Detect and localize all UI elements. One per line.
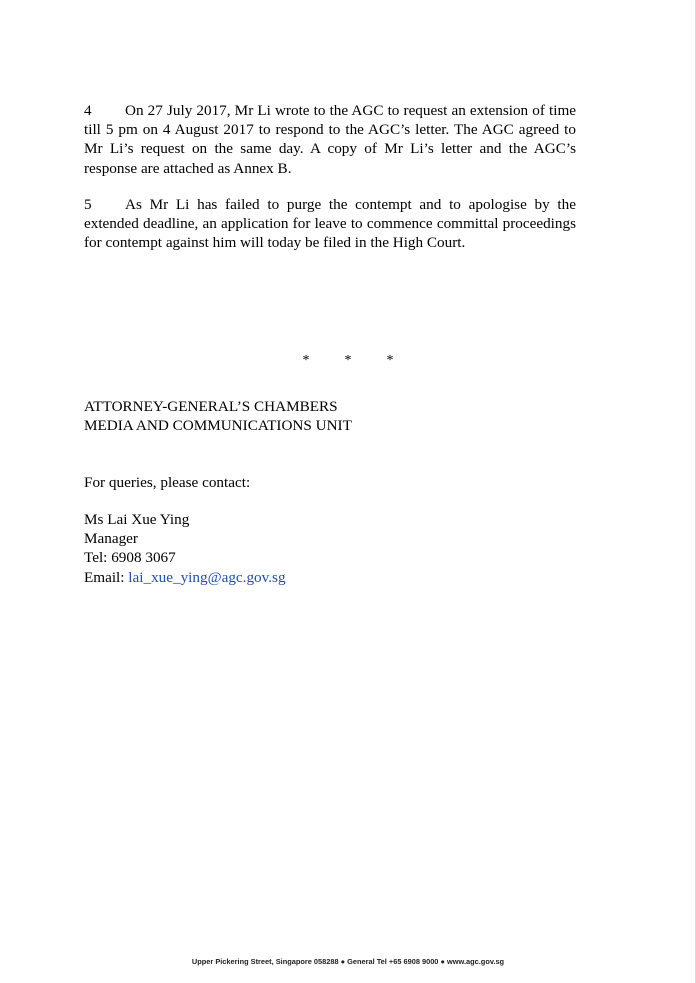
organization-name: ATTORNEY-GENERAL’S CHAMBERS [84, 398, 338, 415]
contact-email-line [84, 568, 286, 587]
section-separator [0, 352, 696, 370]
contact-name: Ms Lai Xue Ying [84, 511, 190, 528]
separator-asterisk: * [302, 353, 310, 368]
email-label: Email: [84, 568, 129, 586]
separator-asterisk: * [386, 353, 394, 368]
queries-label: For queries, please contact: [84, 474, 251, 491]
organization-unit: MEDIA AND COMMUNICATIONS UNIT [84, 417, 352, 435]
paragraph-text: On 27 July 2017, Mr Li wrote to the AGC to request an extension of time till 5 pm on 4 August 2017 to respond to the AGC’s letter. The AGC agreed to Mr Li’s request on the same day. A copy of Mr Li’s letter and the AGC’s response are attached as Annex B. [84, 102, 576, 177]
contact-title: Manager [84, 530, 138, 548]
paragraph-5 [84, 195, 576, 253]
organization-block [84, 397, 352, 435]
separator-asterisk: * [344, 353, 352, 368]
contact-tel: Tel: 6908 3067 [84, 549, 176, 567]
email-link[interactable]: lai_xue_ying@agc.gov.sg [128, 568, 286, 586]
contact-block [84, 510, 286, 587]
paragraph-4 [84, 101, 576, 178]
page-footer: Upper Pickering Street, Singapore 058288 ● General Tel +65 6908 9000 ● www.agc.gov.sg [191, 957, 505, 966]
paragraph-number: 4 [84, 102, 92, 119]
paragraph-text: As Mr Li has failed to purge the contempt and to apologise by the extended deadline, an application for leave to commence committal proceedings for contempt against him will today be filed in the High Court. [84, 196, 576, 252]
paragraph-number: 5 [84, 196, 92, 213]
